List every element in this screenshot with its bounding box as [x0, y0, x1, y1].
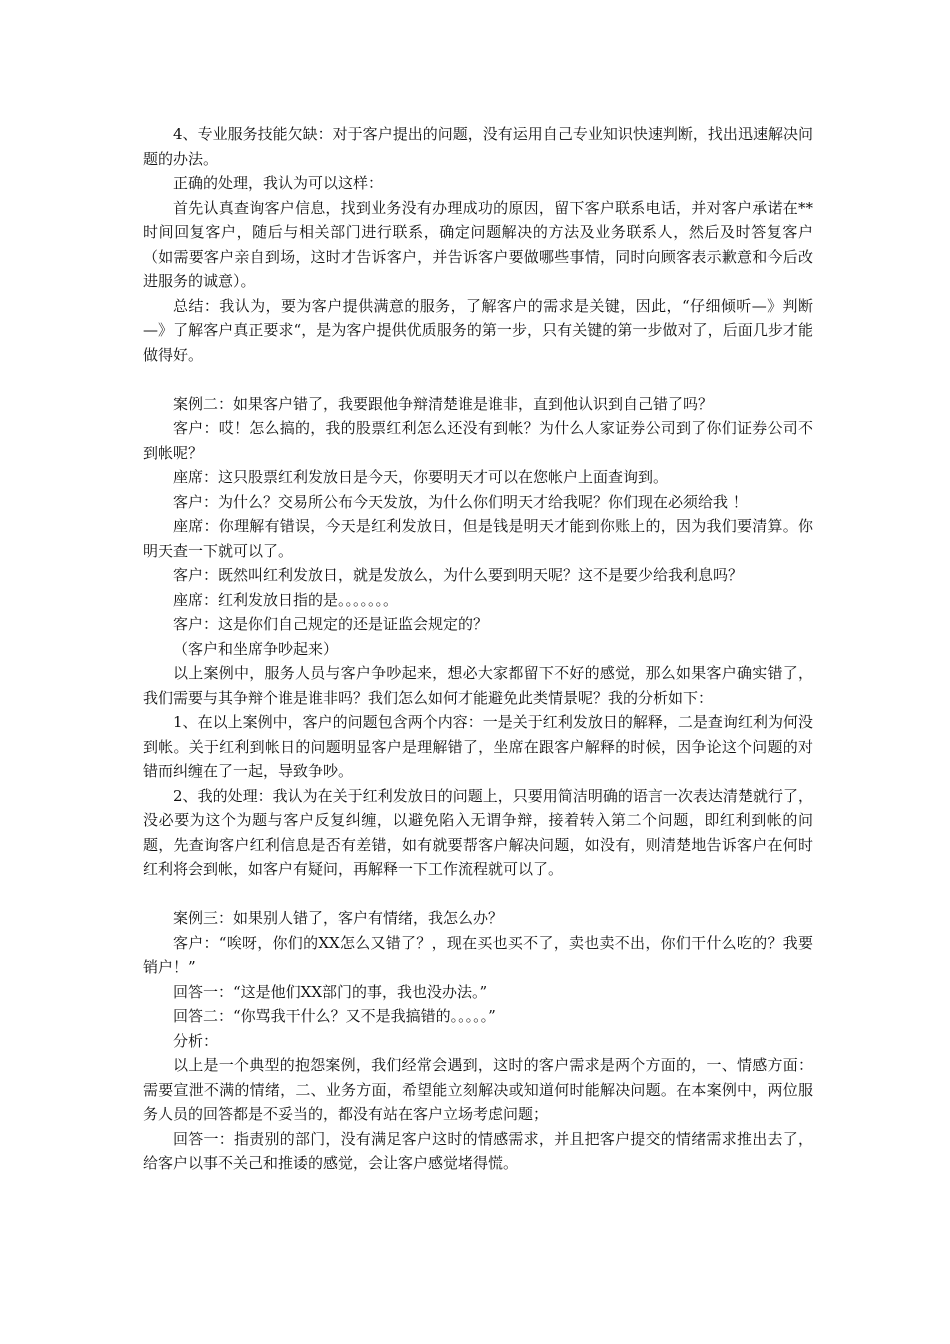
case-three-heading: 案例三：如果别人错了，客户有情绪，我怎么办？ [173, 909, 504, 927]
paragraph-case-three-analysis: 以上是一个典型的抱怨案例，我们经常会遇到，这时的客户需求是两个方面的，一、情感方面：需要宣泄不满的情绪，二、业务方面，希望能立刻解决或知道何时能解决问题。在本案例中，两位服务人员的回答都是不妥当的，都没有站在客户立场考虑问题； [143, 1056, 813, 1123]
analysis-label: 分析： [173, 1031, 219, 1050]
blank-line [143, 882, 813, 907]
dialogue-line: 客户：既然叫红利发放日，就是发放么，为什么要到明天呢？这不是要少给我利息吗？ [173, 566, 744, 584]
paragraph-analysis-point-1: 1、在以上案例中，客户的问题包含两个内容：一是关于红利发放日的解释，二是查询红利为何没到帐。关于红利到帐日的问题明显客户是理解错了，坐席在跟客户解释的时候，因争论这个问题的对错而纠缠在了一起，导致争吵。 [143, 713, 813, 780]
answer-two: 回答二：“你骂我干什么？又不是我搞错的。。。。。” [173, 1007, 496, 1025]
paragraph-summary: 总结：我认为，要为客户提供满意的服务，了解客户的需求是关键，因此，“仔细倾听—》判断—》了解客户真正要求“，是为客户提供优质服务的第一步，只有关键的第一步做对了，后面几步才能做得好。 [143, 296, 813, 364]
dialogue-line: 座席：这只股票红利发放日是今天，你要明天才可以在您帐户上面查询到。 [173, 468, 669, 486]
dialogue-line: 座席：你理解有错误，今天是红利发放日，但是钱是明天才能到你账上的，因为我们要清算。你明天查一下就可以了。 [143, 517, 813, 560]
paragraph-correct-handling-steps: 首先认真查询客户信息，找到业务没有办理成功的原因，留下客户联系电话，并对客户承诺在**时间回复客户，随后与相关部门进行联系，确定问题解决的方法及业务联系人，然后及时答复客户（如需要客户亲自到场，这时才告诉客户，并告诉客户要做哪些事情，同时向顾客表示歉意和今后改进服务的诚意）。 [143, 198, 813, 290]
dialogue-line: 座席：红利发放日指的是。。。。。。。 [173, 590, 399, 609]
paragraph-answer-one-critique: 回答一：指责别的部门，没有满足客户这时的情感需求，并且把客户提交的情绪需求推出去了，给客户以事不关己和推诿的感觉，会让客户感觉堵得慌。 [143, 1129, 813, 1172]
paragraph-case-two-analysis: 以上案例中，服务人员与客户争吵起来，想必大家都留下不好的感觉，那么如果客户确实错了，我们需要与其争辩个谁是谁非吗？我们怎么如何才能避免此类情景呢？我的分析如下： [143, 664, 813, 707]
dialogue-line: 客户：这是你们自己规定的还是证监会规定的？ [173, 615, 489, 633]
dialogue-note: （客户和坐席争吵起来） [173, 639, 339, 658]
case-two-heading: 案例二：如果客户错了，我要跟他争辩清楚谁是谁非，直到他认识到自己错了吗？ [173, 394, 714, 413]
paragraph-skill-deficit: 4、专业服务技能欠缺：对于客户提出的问题，没有运用自己专业知识快速判断，找出迅速解决问题的办法。 [143, 125, 813, 168]
paragraph-correct-handling-intro: 正确的处理，我认为可以这样： [173, 174, 384, 192]
dialogue-line: 客户：哎！怎么搞的，我的股票红利怎么还没有到帐？为什么人家证券公司到了你们证券公司不到帐呢？ [143, 419, 813, 462]
dialogue-line: 客户：“唉呀，你们的XX怎么又错了？，现在买也买不了，卖也卖不出，你们干什么吃的？我要销户！” [143, 933, 813, 976]
blank-line [143, 367, 813, 392]
document-body [143, 122, 813, 1176]
answer-one: 回答一：“这是他们XX部门的事，我也没办法。” [173, 982, 488, 1001]
dialogue-line: 客户：为什么？交易所公布今天发放，为什么你们明天才给我呢？你们现在必须给我 ！ [173, 492, 748, 511]
paragraph-analysis-point-2: 2、我的处理：我认为在关于红利发放日的问题上，只要用简洁明确的语言一次表达清楚就行了，没必要为这个为题与客户反复纠缠，以避免陷入无谓争辩，接着转入第二个问题，即红利到帐的问题，先查询客户红利信息是否有差错，如有就要帮客户解决问题，如没有，则清楚地告诉客户在何时红利将会到帐，如客户有疑问，再解释一下工作流程就可以了。 [143, 786, 813, 878]
